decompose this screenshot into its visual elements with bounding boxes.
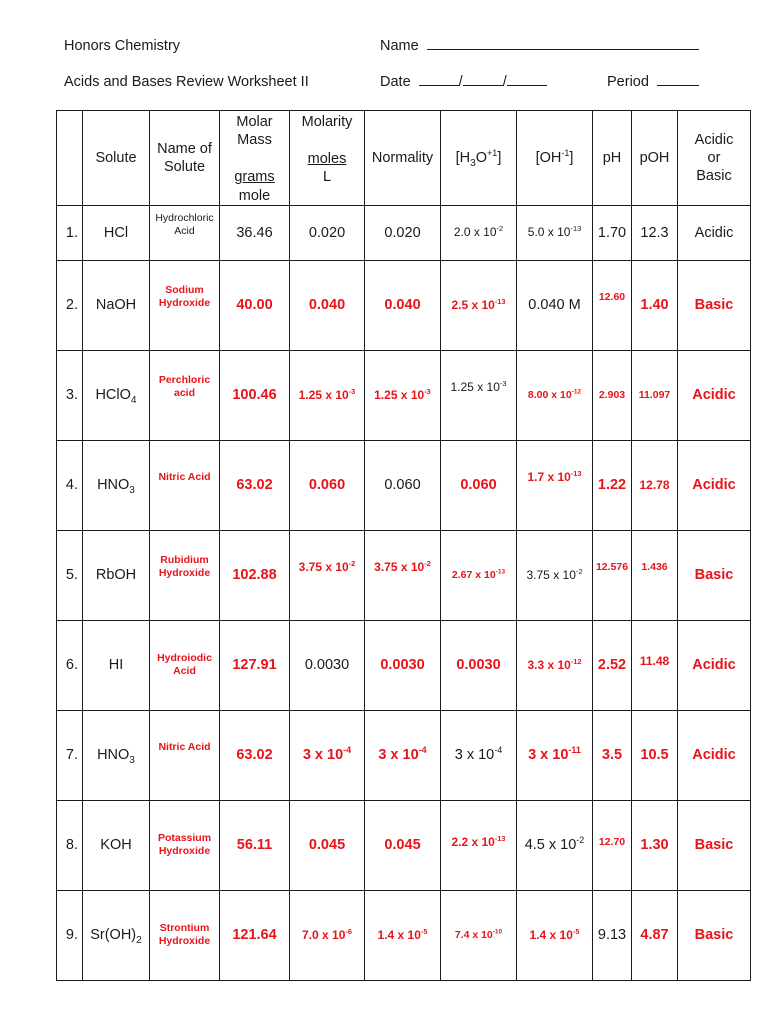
poh-cell: 10.5 <box>632 710 678 800</box>
oh-cell: 0.040 M <box>517 260 593 350</box>
solute-name-cell: Sodium Hydroxide <box>150 260 220 350</box>
normality-cell: 0.060 <box>365 440 441 530</box>
poh-cell: 1.40 <box>632 260 678 350</box>
header-row <box>57 111 751 206</box>
normality-cell: 3.75 x $10^{-2}$ <box>365 530 441 620</box>
worksheet-table <box>56 110 751 981</box>
molarity-cell: 3 x $10^{-4}$ <box>290 710 365 800</box>
poh-cell: 11.097 <box>632 350 678 440</box>
solute-name-cell: Potassium Hydroxide <box>150 800 220 890</box>
poh-cell: 12.3 <box>632 205 678 260</box>
row-number: 9. <box>57 890 83 980</box>
molarity-header: Molarity moles L <box>290 111 365 206</box>
solute-cell: NaOH <box>83 260 150 350</box>
name-field[interactable] <box>380 38 699 54</box>
ph-header: pH <box>593 111 632 206</box>
molarity-cell: 0.045 <box>290 800 365 890</box>
solute-cell: HClO$_4$ <box>83 350 150 440</box>
molar-mass-cell: 127.91 <box>220 620 290 710</box>
row-number: 6. <box>57 620 83 710</box>
solute-cell: $HNO_3$ <box>83 440 150 530</box>
table-row <box>57 530 751 620</box>
h3o-cell: 2.0 x $10^{-2}$ <box>441 205 517 260</box>
oh-cell: 1.7 x $10^{-13}$ <box>517 440 593 530</box>
normality-cell: 0.040 <box>365 260 441 350</box>
date-separator: / <box>502 74 507 90</box>
oh-cell: 8.00 x $10^{-12}$ <box>517 350 593 440</box>
h3o-cell: 1.25 x $10^{-3}$ <box>441 350 517 440</box>
acidic-basic-cell: Basic <box>678 800 751 890</box>
oh-cell: 4.5 x $10^{-2}$ <box>517 800 593 890</box>
h3o-cell: 2.5 x $10^{-13}$ <box>441 260 517 350</box>
acidic-basic-cell: Acidic <box>678 440 751 530</box>
row-number: 8. <box>57 800 83 890</box>
normality-cell: 0.045 <box>365 800 441 890</box>
date-separator: / <box>458 74 463 90</box>
period-field[interactable] <box>607 74 699 90</box>
solute-name-cell: Rubidium Hydroxide <box>150 530 220 620</box>
date-field[interactable] <box>380 74 547 90</box>
solute-name-cell: Hydroiodic Acid <box>150 620 220 710</box>
normality-cell: 1.25 x $10^{-3}$ <box>365 350 441 440</box>
solute-header: Solute <box>83 111 150 206</box>
table-row <box>57 205 751 260</box>
h3o-cell: 7.4 x $10^{-10}$ <box>441 890 517 980</box>
ph-cell: 3.5 <box>593 710 632 800</box>
row-number: 5. <box>57 530 83 620</box>
poh-cell: 11.48 <box>632 620 678 710</box>
course-title: Honors Chemistry <box>64 38 181 54</box>
ph-cell: 12.70 <box>593 800 632 890</box>
molar-mass-cell: 121.64 <box>220 890 290 980</box>
h3o-cell: 2.2 x $10^{-13}$ <box>441 800 517 890</box>
oh-header: $[OH^{-1}]$ <box>517 111 593 206</box>
molarity-cell: 1.25 x $10^{-3}$ <box>290 350 365 440</box>
molarity-cell: 0.020 <box>290 205 365 260</box>
normality-header: Normality <box>365 111 441 206</box>
oh-cell: 3.3 x $10^{-12}$ <box>517 620 593 710</box>
acidic-basic-cell: Acidic <box>678 205 751 260</box>
normality-cell: 3 x $10^{-4}$ <box>365 710 441 800</box>
molarity-cell: 0.060 <box>290 440 365 530</box>
molar-mass-cell: 100.46 <box>220 350 290 440</box>
name-header: Name of Solute <box>150 111 220 206</box>
row-number: 1. <box>57 205 83 260</box>
ph-cell: 2.903 <box>593 350 632 440</box>
solute-cell: HI <box>83 620 150 710</box>
solute-cell: $HNO_3$ <box>83 710 150 800</box>
molarity-cell: 0.0030 <box>290 620 365 710</box>
solute-name-cell: Nitric Acid <box>150 710 220 800</box>
molar-mass-header: Molar Mass grams mole <box>220 111 290 206</box>
solute-name-cell: Nitric Acid <box>150 440 220 530</box>
h3o-cell: 2.67 x $10^{-13}$ <box>441 530 517 620</box>
h3o-cell: 3 x $10^{-4}$ <box>441 710 517 800</box>
row-number: 7. <box>57 710 83 800</box>
period-blank[interactable] <box>657 84 699 86</box>
table-row <box>57 800 751 890</box>
molar-mass-cell: 63.02 <box>220 710 290 800</box>
h3o-cell: 0.060 <box>441 440 517 530</box>
ph-cell: 12.60 <box>593 260 632 350</box>
molar-mass-cell: 102.88 <box>220 530 290 620</box>
molar-mass-cell: 36.46 <box>220 205 290 260</box>
table-row <box>57 440 751 530</box>
solute-name-cell: Hydrochloric Acid <box>150 205 220 260</box>
date-label: Date <box>380 74 411 90</box>
date-month-blank[interactable] <box>419 84 459 86</box>
oh-cell: 5.0 x $10^{-13}$ <box>517 205 593 260</box>
oh-cell: 3.75 x $10^{-2}$ <box>517 530 593 620</box>
normality-cell: 0.020 <box>365 205 441 260</box>
table-row <box>57 890 751 980</box>
ph-cell: 2.52 <box>593 620 632 710</box>
solute-cell: HCl <box>83 205 150 260</box>
molarity-cell: 7.0 x $10^{-6}$ <box>290 890 365 980</box>
name-label: Name <box>380 38 419 54</box>
solute-name-cell: Strontium Hydroxide <box>150 890 220 980</box>
date-year-blank[interactable] <box>507 84 547 86</box>
acidic-basic-cell: Acidic <box>678 710 751 800</box>
acidic-basic-cell: Acidic <box>678 620 751 710</box>
h3o-header: $[H_3O^{+1}]$ <box>441 111 517 206</box>
poh-cell: 4.87 <box>632 890 678 980</box>
name-blank[interactable] <box>427 48 699 50</box>
molar-mass-cell: 56.11 <box>220 800 290 890</box>
normality-cell: 1.4 x $10^{-5}$ <box>365 890 441 980</box>
oh-cell: 1.4 x $10^{-5}$ <box>517 890 593 980</box>
num-header <box>57 111 83 206</box>
ph-cell: 1.70 <box>593 205 632 260</box>
row-number: 4. <box>57 440 83 530</box>
h3o-cell: 0.0030 <box>441 620 517 710</box>
table-row <box>57 260 751 350</box>
normality-cell: 0.0030 <box>365 620 441 710</box>
molar-mass-cell: 40.00 <box>220 260 290 350</box>
solute-cell: $Sr(OH)_2$ <box>83 890 150 980</box>
date-day-blank[interactable] <box>463 84 503 86</box>
table-row <box>57 350 751 440</box>
poh-cell: 12.78 <box>632 440 678 530</box>
oh-cell: 3 x $10^{-11}$ <box>517 710 593 800</box>
solute-cell: KOH <box>83 800 150 890</box>
worksheet-title: Acids and Bases Review Worksheet II <box>64 74 309 90</box>
solute-cell: RbOH <box>83 530 150 620</box>
molarity-cell: 3.75 x $10^{-2}$ <box>290 530 365 620</box>
solute-name-cell: Perchloric acid <box>150 350 220 440</box>
table-row <box>57 710 751 800</box>
poh-cell: 1.30 <box>632 800 678 890</box>
ph-cell: 1.22 <box>593 440 632 530</box>
molarity-cell: 0.040 <box>290 260 365 350</box>
molar-mass-cell: 63.02 <box>220 440 290 530</box>
poh-cell: 1.436 <box>632 530 678 620</box>
acidic-basic-cell: Basic <box>678 260 751 350</box>
ph-cell: 9.13 <box>593 890 632 980</box>
period-label: Period <box>607 74 649 90</box>
row-number: 2. <box>57 260 83 350</box>
acidic-basic-cell: Acidic <box>678 350 751 440</box>
acidic-basic-header: Acidic or Basic <box>678 111 751 206</box>
poh-header: pOH <box>632 111 678 206</box>
table-row <box>57 620 751 710</box>
row-number: 3. <box>57 350 83 440</box>
acidic-basic-cell: Basic <box>678 890 751 980</box>
ph-cell: 12.576 <box>593 530 632 620</box>
acidic-basic-cell: Basic <box>678 530 751 620</box>
